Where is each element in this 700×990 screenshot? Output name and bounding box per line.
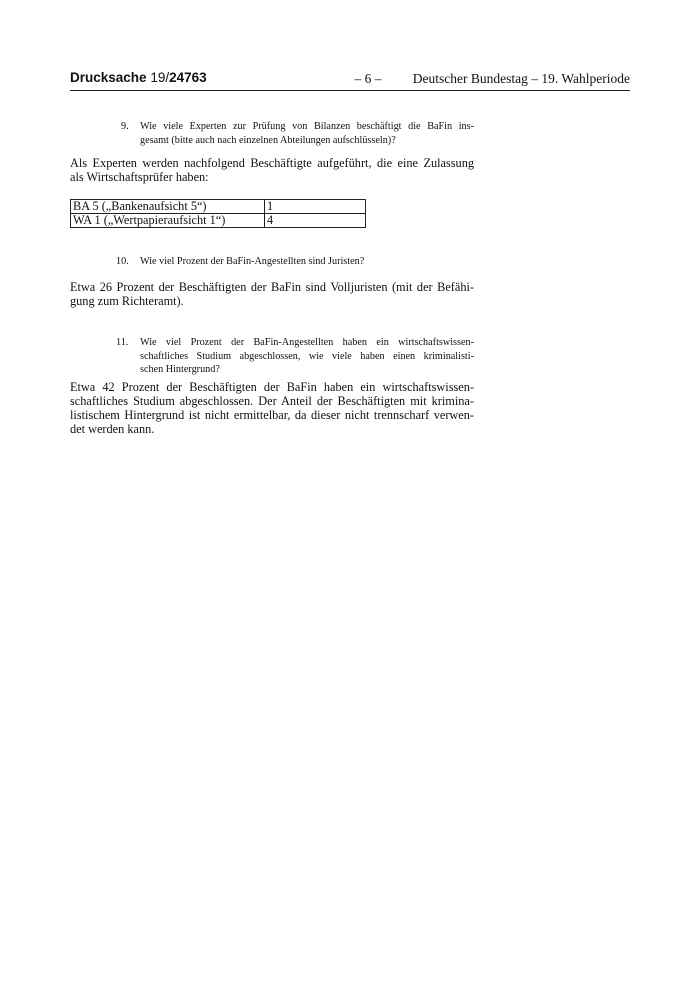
question-11-number: 11. [116, 337, 129, 348]
answer-10-text [70, 281, 474, 309]
table-cell-count: 4 [265, 214, 366, 228]
question-9-number: 9. [121, 121, 129, 132]
question-10-text [140, 255, 474, 269]
answer-11-line: det werden kann. [70, 421, 155, 436]
header-rule [70, 90, 630, 91]
answer-10-line: gung zum Richteramt). [70, 293, 184, 308]
document-number [70, 70, 207, 85]
answer-9-text [70, 157, 474, 185]
table-cell-unit: BA 5 („Bankenaufsicht 5“) [71, 200, 265, 214]
table-row [71, 200, 366, 214]
document-number-prefix: 19/ [150, 70, 170, 85]
answer-9-line: Als Experten werden nachfolgend Beschäftigte aufgeführt, die eine Zulassung [70, 156, 474, 170]
table-cell-unit: WA 1 („Wertpapieraufsicht 1“) [71, 214, 265, 228]
question-11-text [140, 336, 474, 377]
question-11-line: schaftliches Studium abgeschlossen, wie viele haben einen kriminalisti- [140, 350, 474, 362]
question-9-line: gesamt (bitte auch nach einzelnen Abteilungen aufschlüsseln)? [140, 134, 396, 146]
answer-9-line: als Wirtschaftsprüfer haben: [70, 169, 209, 184]
table-cell-count: 1 [265, 200, 366, 214]
answer-11-line: Etwa 42 Prozent der Beschäftigten der BaFin haben ein wirtschaftswissen- [70, 380, 474, 394]
question-10-line: Wie viel Prozent der BaFin-Angestellten sind Juristen? [140, 256, 365, 267]
document-label: Drucksache [70, 70, 147, 85]
page-number: – 6 – [354, 71, 382, 86]
auditor-table [70, 199, 366, 228]
question-11-line: schen Hintergrund? [140, 364, 220, 375]
answer-10-line: Etwa 26 Prozent der Beschäftigten der BaFin sind Volljuristen (mit der Befähi- [70, 280, 474, 294]
question-9-text [140, 120, 474, 147]
question-10-number: 10. [116, 256, 129, 267]
answer-11-text [70, 381, 474, 437]
document-number-main: 24763 [169, 70, 207, 85]
answer-11-line: listischem Hintergrund ist nicht ermittelbar, da dieser nicht trennscharf verwen- [70, 407, 474, 422]
table-row [71, 214, 366, 228]
page-header [70, 70, 630, 90]
question-9-line: Wie viele Experten zur Prüfung von Bilanzen beschäftigt die BaFin ins- [140, 121, 474, 132]
question-11-line: Wie viel Prozent der BaFin-Angestellten haben ein wirtschaftswissen- [140, 337, 474, 348]
parliament-period: Deutscher Bundestag – 19. Wahlperiode [412, 71, 630, 86]
answer-11-line: schaftliches Studium abgeschlossen. Der Anteil der Beschäftigten mit krimina- [70, 393, 474, 408]
